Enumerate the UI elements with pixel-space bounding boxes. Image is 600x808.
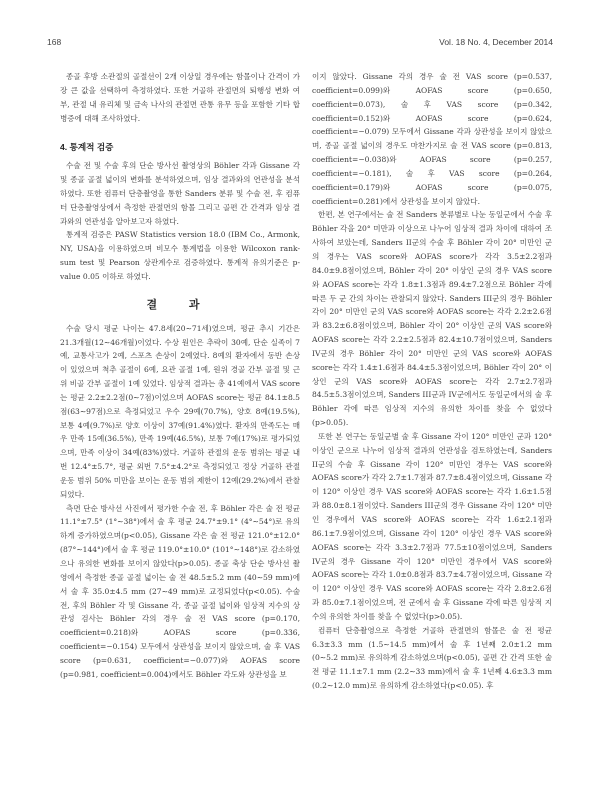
- right-paragraph-1: 이지 않았다. Gissane 각의 경우 술 전 VAS score (p=0.537, coefficient=0.099)와 AOFAS score (p=0.650, coefficient=0.073), 술 후 VAS score (p=0.342, coefficient=0.152)와 AOFAS score (p=0.624, coefficient=−0.079) 모두에서 Gissane 각과 상관성을 보이지 않았으며, 종골 골절 넓이의 경우도 마찬가지로 술 전 VAS score (p=0.813, coefficient=−0.038)와 AOFAS score (p=0.257, coefficient=−0.181), 술 후 VAS score (p=0.264, coefficient=0.179)와 AOFAS score (p=0.075, coefficient=0.281)에서 상관성을 보이지 않았다.: [312, 72, 552, 206]
- results-section-title: 결 과: [146, 297, 214, 311]
- right-column: [312, 70, 552, 693]
- results-paragraph-1: 수술 당시 평균 나이는 47.8세(20∼71세)였으며, 평균 추시 기간은 21.3개월(12∼46개월)이었다. 수상 원인은 추락이 30예, 단순 실족이 7예, 교통사고가 2예, 스포츠 손상이 2예였다. 8예의 환자에서 동반 손상이 있었으며 척추 골절이 6예, 요관 골절 1예, 원위 경골 간부 골절 및 근위 비골 간부 골절이 1예 있었다. 임상적 결과는 총 41예에서 VAS score는 평균 2.2±2.2점(0∼7점)이었으며 AOFAS score는 평균 84.1±8.5점(63∼97점)으로 측정되었고 우수 29예(70.7%), 양호 8예(19.5%), 보통 4예(9.7%)로 양호 이상이 37예(91.4%)였다. 환자의 만족도는 매우 만족 15예(36.5%), 만족 19예(46.5%), 보통 7예(17%)로 평가되었으며, 만족 이상이 34예(83%)였다. 거골하 관절의 운동 범위는 평균 내번 12.4°±5.7°, 평균 외번 7.5°±4.2°로 측정되었고 정상 거골하 관절 운동 범위 50% 미만을 보이는 운동 범위 제한이 12예(29.2%)에서 관찰되었다.: [60, 323, 300, 499]
- page-number: 168: [47, 37, 62, 47]
- statistics-paragraph-1: 수술 전 및 수술 후의 단순 방사선 촬영상의 Böhler 각과 Gissane 각 및 종골 골절 넓이의 변화를 분석하였으며, 임상 결과와의 연관성을 분석하였다. 또한 컴퓨터 단층촬영을 통한 Sanders 분류 및 수술 전, 후 컴퓨터 단층촬영상에서 측정한 관절면의 함몰 그리고 골편 간 간격과 임상 결과와의 연관성을 알아보고자 하였다.: [60, 161, 300, 226]
- running-header: [47, 37, 553, 51]
- results-paragraph-2: 측면 단순 방사선 사진에서 평가한 수술 전, 후 Böhler 각은 술 전 평균 11.1°±7.5° (1°∼38°)에서 술 후 평균 24.7°±9.1° (4°∼54°)로 유의하게 증가하였으며(p<0.05), Gissane 각은 술 전 평균 121.0°±12.0° (87°∼144°)에서 술 후 평균 119.0°±10.0° (101°∼148°)로 감소하였으나 유의한 변화를 보이지 않았다(p>0.05). 종골 축상 단순 방사선 촬영에서 측정한 종골 골절 넓이는 술 전 48.5±5.2 mm (40∼59 mm)에서 술 후 35.0±4.5 mm (27∼49 mm)로 교정되었다(p<0.05). 수술 전, 후의 Böhler 각 및 Gissane 각, 종골 골절 넓이와 임상적 지수의 상관성 검사는 Böhler 각의 경우 술 전 VAS score (p=0.170, coefficient=0.218)와 AOFAS score (p=0.336, coefficient=−0.154) 모두에서 상관성을 보이지 않았으며, 술 후 VAS score (p=0.631, coefficient=−0.077)와 AOFAS score (p=0.981, coefficient=0.004)에서도 Böhler 각도와 상관성을 보: [60, 503, 300, 679]
- statistics-paragraph-2: 통계적 검증은 PASW Statistics version 18.0 (IBM Co., Armonk, NY, USA)을 이용하였으며 비모수 통계법을 이용한 Wilcoxon rank-sum test 및 Pearson 상관계수로 검증하였다. 통계적 유의기준은 p-value 0.05 이하로 하였다.: [60, 230, 300, 281]
- right-paragraph-4: 컴퓨터 단층촬영으로 측정한 거골하 관절면의 함몰은 술 전 평균 6.3±3.3 mm (1.5∼14.5 mm)에서 술 후 1년째 2.0±1.2 mm (0∼5.2 mm)로 유의하게 감소하였으며(p<0.05), 골편 간 간격 또한 술 전 평균 11.1±7.1 mm (2.2∼33 mm)에서 술 후 1년째 4.6±3.3 mm (0.2∼12.0 mm)로 유의하게 감소하였다(p<0.05). 후: [312, 625, 552, 691]
- right-paragraph-3: 또한 본 연구는 동일군별 술 후 Gissane 각이 120° 미만인 군과 120° 이상인 군으로 나누어 임상적 결과의 연관성을 검토하였는데, Sanders II군의 수술 후 Gissane 각이 120° 미만인 경우는 VAS score와 AOFAS score가 각각 2.7±1.7점과 87.7±8.4점이었으며, Gissane 각이 120° 이상인 경우 VAS score와 AOFAS score는 각각 1.6±1.5점과 88.0±8.1점이었다. Sanders III군의 경우 Gissane 각이 120° 미만인 경우에서 VAS score와 AOFAS score는 각각 1.6±2.1점과 86.1±7.9점이었으며, Gissane 각이 120° 이상인 경우 VAS score와 AOFAS score는 각각 3.3±2.7점과 77.5±10점이었으며, Sanders IV군의 경우 Gissane 각이 120° 미만인 경우에서 VAS score와 AOFAS score는 각각 1.0±0.8점과 83.7±4.7점이었으며, Gissane 각이 120° 이상인 경우 VAS score와 AOFAS score는 각각 2.8±2.6점과 85.0±7.1점이었으며, 전 군에서 술 후 Gissane 각에 따른 임상적 지수의 유의한 차이를 찾을 수 없었다(p>0.05).: [312, 431, 553, 621]
- intro-paragraph: 종골 후방 소관절의 골절선이 2개 이상일 경우에는 함몰이나 간격이 가장 큰 값을 선택하여 측정하였다. 또한 거골하 관절면의 퇴행성 변화 여부, 관절 내 유리체 및 금속 나사의 관절면 관통 유무 등을 포함한 기타 합병증에 대해 조사하였다.: [60, 72, 300, 123]
- right-paragraph-2: 한편, 본 연구에서는 술 전 Sanders 분류별로 나눈 동일군에서 수술 후 Böhler 각을 20° 미만과 이상으로 나누어 임상적 결과 차이에 대하여 조사하여 보았는데, Sanders II군의 수술 후 Böhler 각이 20° 미만인 군의 경우는 VAS score와 AOFAS score가 각각 3.5±2.2점과 84.0±9.8점이었으며, Böhler 각이 20° 이상인 군의 경우 VAS score와 AOFAS score는 각각 1.8±1.3점과 89.4±7.2점으로 Böhler 각에 따른 두 군 간의 차이는 관찰되지 않았다. Sanders III군의 경우 Böhler 각이 20° 미만인 군의 VAS score와 AOFAS score는 각각 2.2±2.6점과 83.2±6.8점이었으며, Böhler 각이 20° 이상인 군의 VAS score와 AOFAS score는 각각 2.2±2.5점과 82.4±10.7점이었으며, Sanders IV군의 경우 Böhler 각이 20° 미만인 군의 VAS score와 AOFAS score는 각각 1.4±1.6점과 84.4±5.3점이었으며, Böhler 각이 20° 이상인 군의 VAS score와 AOFAS score는 각각 2.7±2.7점과 84.5±5.3점이었으며, Sanders III군과 IV군에서도 동일군에서의 술 후 Böhler 각에 따른 임상적 지수의 유의한 차이를 찾을 수 없었다(p>0.05).: [312, 210, 552, 428]
- statistics-section-title: 4. 통계적 검증: [60, 142, 114, 153]
- left-column: [60, 70, 300, 682]
- journal-info: Vol. 18 No. 4, December 2014: [439, 37, 553, 47]
